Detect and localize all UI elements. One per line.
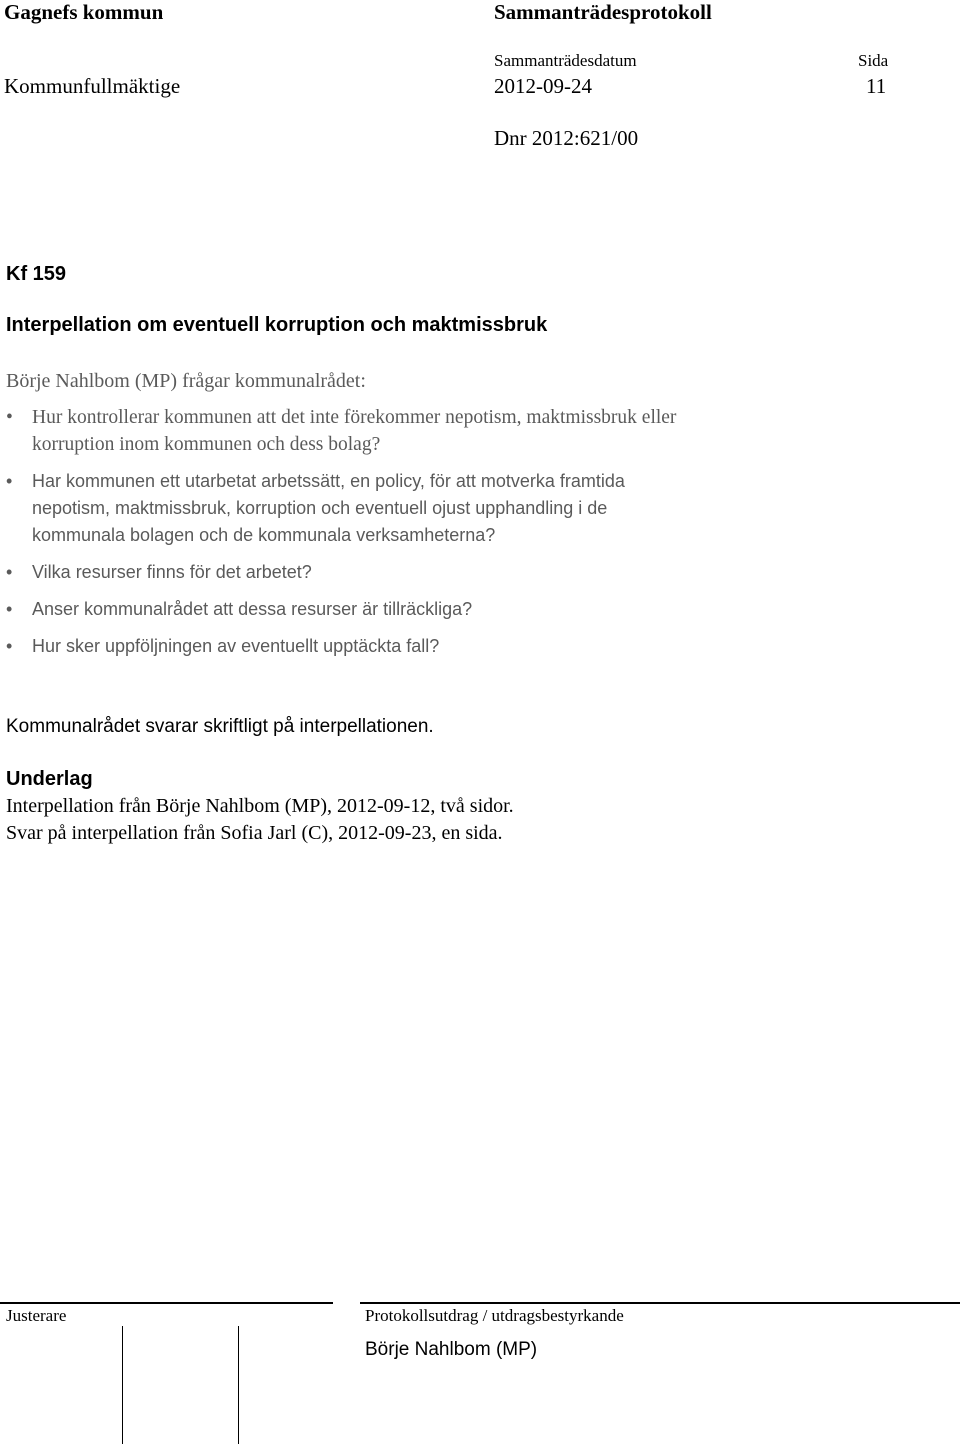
question-text: Vilka resurser finns för det arbetet? xyxy=(32,562,312,582)
footer-divider-left xyxy=(0,1302,333,1304)
document-type: Sammanträdesprotokoll xyxy=(494,0,712,24)
question-text: Har kommunen ett utarbetat arbetssätt, en policy, för att motverka framtida nepotism, maktmissbruk, korruption och eventuell ojust upphandling i de kommunala bolagen och de kommunala verksamheterna? xyxy=(32,471,625,545)
meeting-date-label: Sammanträdesdatum xyxy=(494,51,637,70)
question-item xyxy=(6,633,686,660)
signature-box-divider xyxy=(122,1326,123,1444)
question-item xyxy=(6,404,686,458)
basis-heading: Underlag xyxy=(6,768,93,790)
question-text: Anser kommunalrådet att dessa resurser är tillräckliga? xyxy=(32,599,473,619)
bullet-icon: • xyxy=(6,599,13,619)
interpellation-intro: Börje Nahlbom (MP) frågar kommunalrådet: xyxy=(6,370,366,392)
bullet-icon: • xyxy=(6,471,13,491)
basis-item: Svar på interpellation från Sofia Jarl (C), 2012-09-23, en sida. xyxy=(6,822,503,844)
response-statement: Kommunalrådet svarar skriftligt på interpellationen. xyxy=(6,716,434,737)
signature-box-divider xyxy=(238,1326,239,1444)
page-number: 11 xyxy=(866,74,887,98)
adjusters-label: Justerare xyxy=(6,1306,67,1325)
diary-number: Dnr 2012:621/00 xyxy=(494,126,639,150)
committee-name: Kommunfullmäktige xyxy=(4,74,181,98)
extract-recipient: Börje Nahlbom (MP) xyxy=(365,1339,538,1360)
question-text: Hur sker uppföljningen av eventuellt upptäckta fall? xyxy=(32,636,440,656)
question-list xyxy=(6,404,686,660)
bullet-icon: • xyxy=(6,636,13,656)
section-number: Kf 159 xyxy=(6,263,67,285)
basis-item: Interpellation från Börje Nahlbom (MP), 2012-09-12, två sidor. xyxy=(6,795,514,817)
page-label: Sida xyxy=(858,51,889,70)
meeting-date: 2012-09-24 xyxy=(494,74,592,98)
extract-label: Protokollsutdrag / utdragsbestyrkande xyxy=(365,1306,624,1325)
footer-divider-right xyxy=(360,1302,960,1304)
question-item xyxy=(6,559,686,586)
bullet-icon: • xyxy=(6,562,13,582)
organization-name: Gagnefs kommun xyxy=(4,0,164,24)
bullet-icon: • xyxy=(6,407,13,428)
question-text: Hur kontrollerar kommunen att det inte förekommer nepotism, maktmissbruk eller korruption inom kommunen och dess bolag? xyxy=(32,407,677,455)
section-title: Interpellation om eventuell korruption och maktmissbruk xyxy=(6,314,548,336)
question-item xyxy=(6,596,686,623)
question-item xyxy=(6,468,686,549)
